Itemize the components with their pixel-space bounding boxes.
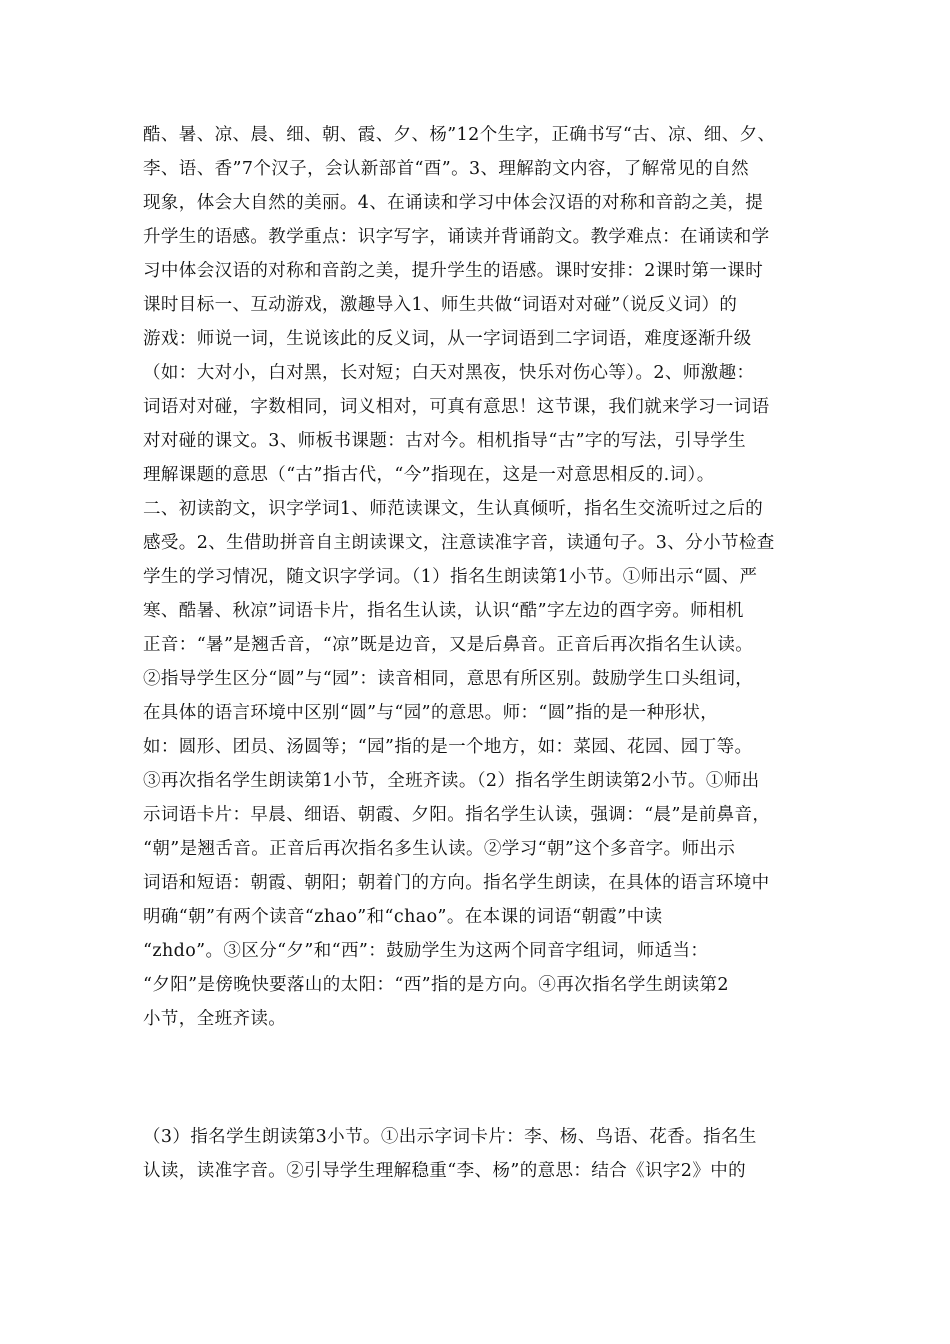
- text-line: 现象，体会大自然的美丽。4、在诵读和学习中体会汉语的对称和音韵之美，提: [143, 193, 764, 213]
- text-line: 酷、暑、凉、晨、细、朝、霞、夕、杨”12个生字，正确书写“古、凉、细、夕、: [143, 125, 776, 145]
- text-line: 习中体会汉语的对称和音韵之美，提升学生的语感。课时安排：2课时第一课时: [143, 261, 764, 281]
- text-line: 认读，读准字音。②引导学生理解稳重“李、杨”的意思：结合《识字2》中的: [143, 1161, 747, 1181]
- text-line: 升学生的语感。教学重点：识字写字，诵读并背诵韵文。教学难点：在诵读和学: [143, 227, 770, 247]
- text-line: 在具体的语言环境中区别“圆”与“园”的意思。师：“圆”指的是一种形状，: [143, 703, 719, 723]
- text-line: 示词语卡片：早晨、细语、朝霞、夕阳。指名学生认读，强调：“晨”是前鼻音，: [143, 805, 771, 825]
- text-line: “夕阳”是傍晚快要落山的太阳：“西”指的是方向。④再次指名学生朗读第2: [143, 975, 729, 995]
- text-line: 正音：“暑”是翘舌音，“凉”既是边音，又是后鼻音。正音后再次指名生认读。: [143, 635, 754, 655]
- text-line: “zhdo”。③区分“夕”和“西”：鼓励学生为这两个同音字组词，师适当：: [143, 941, 709, 961]
- paragraph-2: [143, 1120, 843, 1188]
- text-line: 游戏：师说一词，生说该此的反义词，从一字词语到二字词语，难度逐渐升级: [143, 329, 752, 349]
- text-line: 学生的学习情况，随文识字学词。（1）指名生朗读第1小节。①师出示“圆、严: [143, 567, 758, 587]
- text-line: ②指导学生区分“圆”与“园”：读音相同，意思有所区别。鼓励学生口头组词，: [143, 669, 754, 689]
- text-line: ③再次指名学生朗读第1小节，全班齐读。（2）指名学生朗读第2小节。①师出: [143, 771, 760, 791]
- text-line: 二、初读韵文，识字学词1、师范读课文，生认真倾听，指名生交流听过之后的: [143, 499, 764, 519]
- text-line: 明确“朝”有两个读音“zhao”和“chao”。在本课的词语“朝霞”中读: [143, 907, 663, 927]
- text-line: 课时目标一、互动游戏，激趣导入1、师生共做“词语对对碰”（说反义词）的: [143, 295, 738, 315]
- text-line: 如：圆形、团员、汤圆等；“园”指的是一个地方，如：菜园、花园、园丁等。: [143, 737, 753, 757]
- text-line: 词语对对碰，字数相同，词义相对，可真有意思！这节课，我们就来学习一词语: [143, 397, 770, 417]
- text-line: 小节，全班齐读。: [143, 1009, 287, 1029]
- text-line: 寒、酷暑、秋凉”词语卡片，指名生认读，认识“酷”字左边的酉字旁。师相机: [143, 601, 744, 621]
- text-line: （3）指名学生朗读第3小节。①出示字词卡片：李、杨、鸟语、花香。指名生: [143, 1127, 757, 1147]
- text-line: 对对碰的课文。3、师板书课题：古对今。相机指导“古”字的写法，引导学生: [143, 431, 747, 451]
- text-line: 李、语、香”7个汉子，会认新部首“酉”。3、理解韵文内容，了解常见的自然: [143, 159, 750, 179]
- text-line: “朝”是翘舌音。正音后再次指名多生认读。②学习“朝”这个多音字。师出示: [143, 839, 736, 859]
- text-line: 词语和短语：朝霞、朝阳；朝着门的方向。指名学生朗读，在具体的语言环境中: [143, 873, 770, 893]
- text-line: （如：大对小，白对黑，长对短；白天对黑夜，快乐对伤心等）。2、师激趣：: [143, 363, 755, 383]
- text-line: 感受。2、生借助拼音自主朗读课文，注意读准字音，读通句子。3、分小节检查: [143, 533, 775, 553]
- text-line: 理解课题的意思（“古”指古代，“今”指现在，这是一对意思相反的.词）。: [143, 465, 715, 485]
- paragraph-1: [143, 118, 843, 1036]
